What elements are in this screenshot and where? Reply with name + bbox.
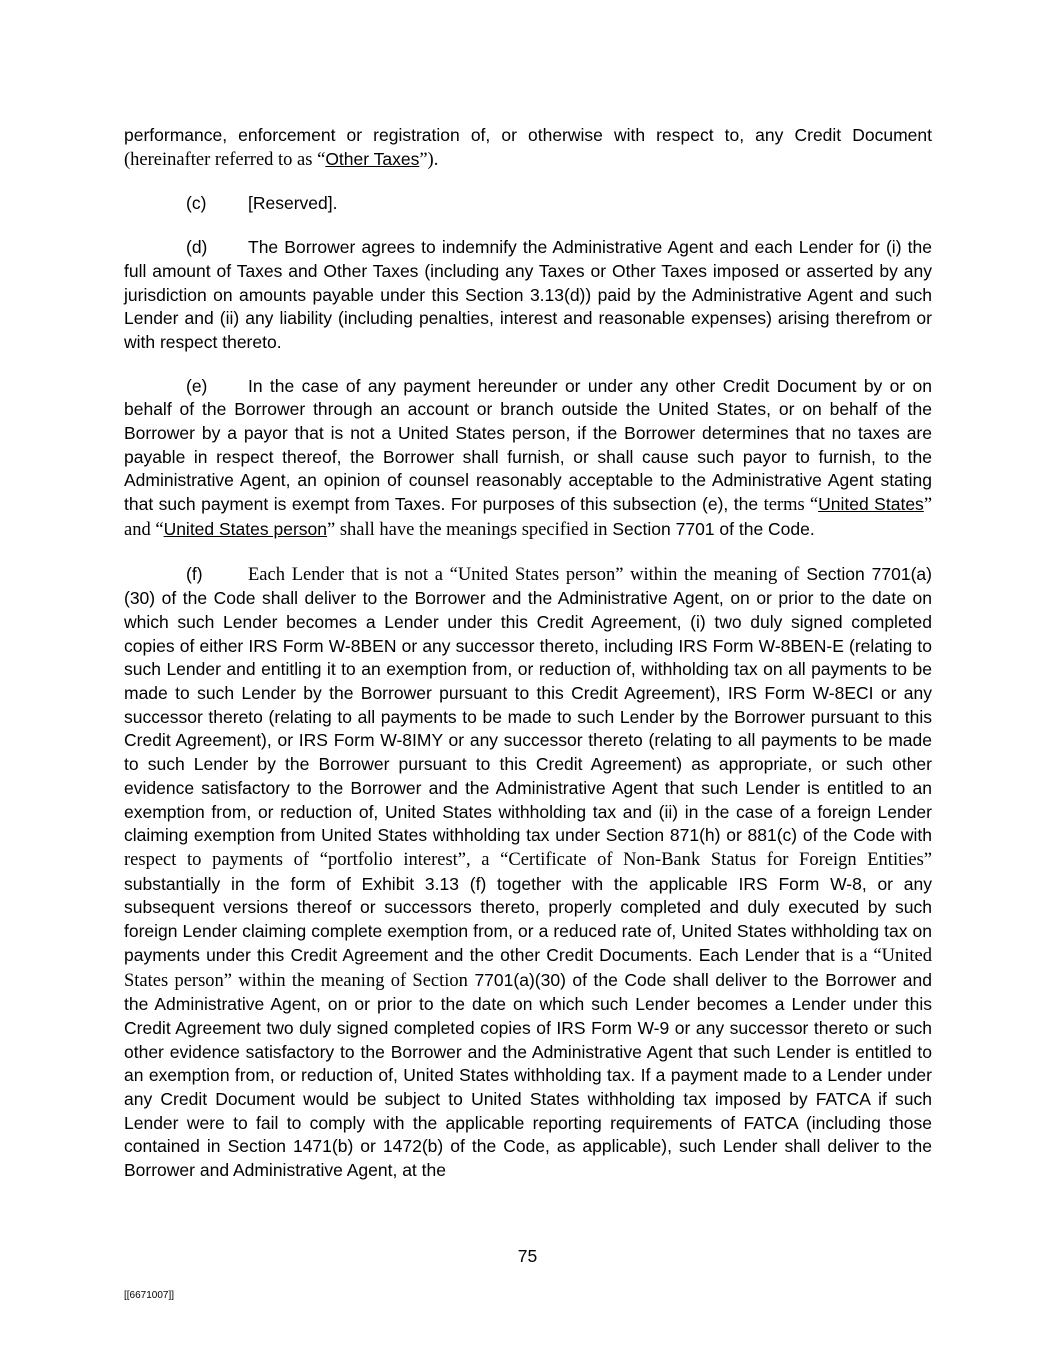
section-d-label: (d) (186, 237, 208, 258)
section-c-text: [Reserved]. (248, 193, 338, 214)
document-page (124, 124, 932, 1183)
continuation-text: performance, enforcement or registration of, or otherwise with respect to, any Credit Document (124, 125, 932, 145)
page-number: 75 (517, 1246, 538, 1266)
section-e-terms-post: ” shall have the meanings specified in (327, 519, 608, 540)
continuation-serif-post: ”). (419, 149, 439, 170)
defined-term-other-taxes: Other Taxes (325, 148, 420, 169)
section-e-label: (e) (186, 375, 208, 396)
section-f-serif2: is a “United States person” within the meaning of Section (124, 945, 932, 991)
continuation-paragraph (124, 124, 932, 172)
section-f (124, 563, 932, 1183)
section-e-terms-pre: terms “ (763, 495, 819, 516)
section-f-lead: Each Lender that is not a “United States person” within the meaning of (248, 564, 800, 585)
section-f-part1: Section 7701(a)(30) of the Code shall deliver to the Borrower and the Administrative Agent, on or prior to the date on which such Lender becomes a Lender under this Credit Agreement, (i) two duly signed completed copies of either IRS Form W-8BEN or any successor thereto, including IRS Form W-8BEN-E (relating to such Lender and entitling it to an exemption from, or reduction of, withholding tax on all payments to be made to such Lender by the Borrower pursuant to this Credit Agreement), IRS Form W-8ECI or any successor thereto (relating to all payments to be made to such Lender by the Borrower pursuant to this Credit Agreement), or IRS Form W-8IMY or any successor thereto (relating to all payments to be made to such Lender by the Borrower pursuant to this Credit Agreement) as appropriate, or such other evidence satisfactory to the Borrower and the Administrative Agent that such Lender is entitled to an exemption from, or reduction of, United States withholding tax and (ii) in the case of a foreign Lender claiming exemption from United States withholding tax under Section 871(h) or 881(c) of the Code with (124, 563, 932, 846)
document-id: [[6671007]] (124, 1290, 175, 1301)
section-f-part3: 7701(a)(30) of the Code shall deliver to the Borrower and the Administrative Agent, on or prior to the date on which such Lender becomes a Lender under this Credit Agreement two duly signed completed copies of IRS Form W-9 or any successor thereto or such other evidence satisfactory to the Borrower and the Administrative Agent that such Lender is entitled to an exemption from, or reduction of, United States withholding tax. If a payment made to a Lender under any Credit Document would be subject to United States withholding tax imposed by FATCA if such Lender were to fail to comply with the applicable reporting requirements of FATCA (including those contained in Section 1471(b) or 1472(b) of the Code, as applicable), such Lender shall deliver to the Borrower and Administrative Agent, at the (124, 969, 932, 1181)
section-c (124, 192, 932, 216)
section-f-label: (f) (186, 563, 203, 584)
section-d-text: The Borrower agrees to indemnify the Administrative Agent and each Lender for (i) the full amount of Taxes and Other Taxes (including any Taxes or Other Taxes imposed or asserted by any jurisdiction on amounts payable under this Section 3.13(d)) paid by the Administrative Agent and such Lender and (ii) any liability (including penalties, interest and reasonable expenses) arising therefrom or with respect thereto. (124, 237, 932, 352)
section-e-tail: Section 7701 of the Code. (612, 518, 815, 539)
defined-term-united-states: United States (818, 494, 924, 515)
continuation-serif-pre: (hereinafter referred to as “ (124, 149, 326, 170)
section-f-part2: substantially in the form of Exhibit 3.13 (f) together with the applicable IRS Form W-8, or any subsequent versions thereof or successors thereto, properly completed and duly executed by such foreign Lender claiming complete exemption from, or a reduced rate of, United States withholding tax on payments under this Credit Agreement and the other Credit Documents. Each Lender that (124, 873, 932, 965)
section-e-text: In the case of any payment hereunder or under any other Credit Document by or on behalf of the Borrower through an account or branch outside the United States, or on behalf of the Borrower by a payor that is not a United States person, if the Borrower determines that no taxes are payable in respect thereof, the Borrower shall furnish, or shall cause such payor to furnish, to the Administrative Agent, an opinion of counsel reasonably acceptable to the Administrative Agent stating that such payment is exempt from Taxes. For purposes of this subsection (e), the (124, 375, 932, 515)
section-f-serif1: respect to payments of “portfolio interest”, a “Certificate of Non-Bank Status for Foreign Entities” (124, 849, 932, 870)
section-d (124, 236, 932, 355)
section-e (124, 375, 932, 543)
section-e-terms-mid: ” and “ (124, 495, 933, 540)
section-c-label: (c) (186, 193, 207, 214)
defined-term-united-states-person: United States person (163, 518, 327, 539)
